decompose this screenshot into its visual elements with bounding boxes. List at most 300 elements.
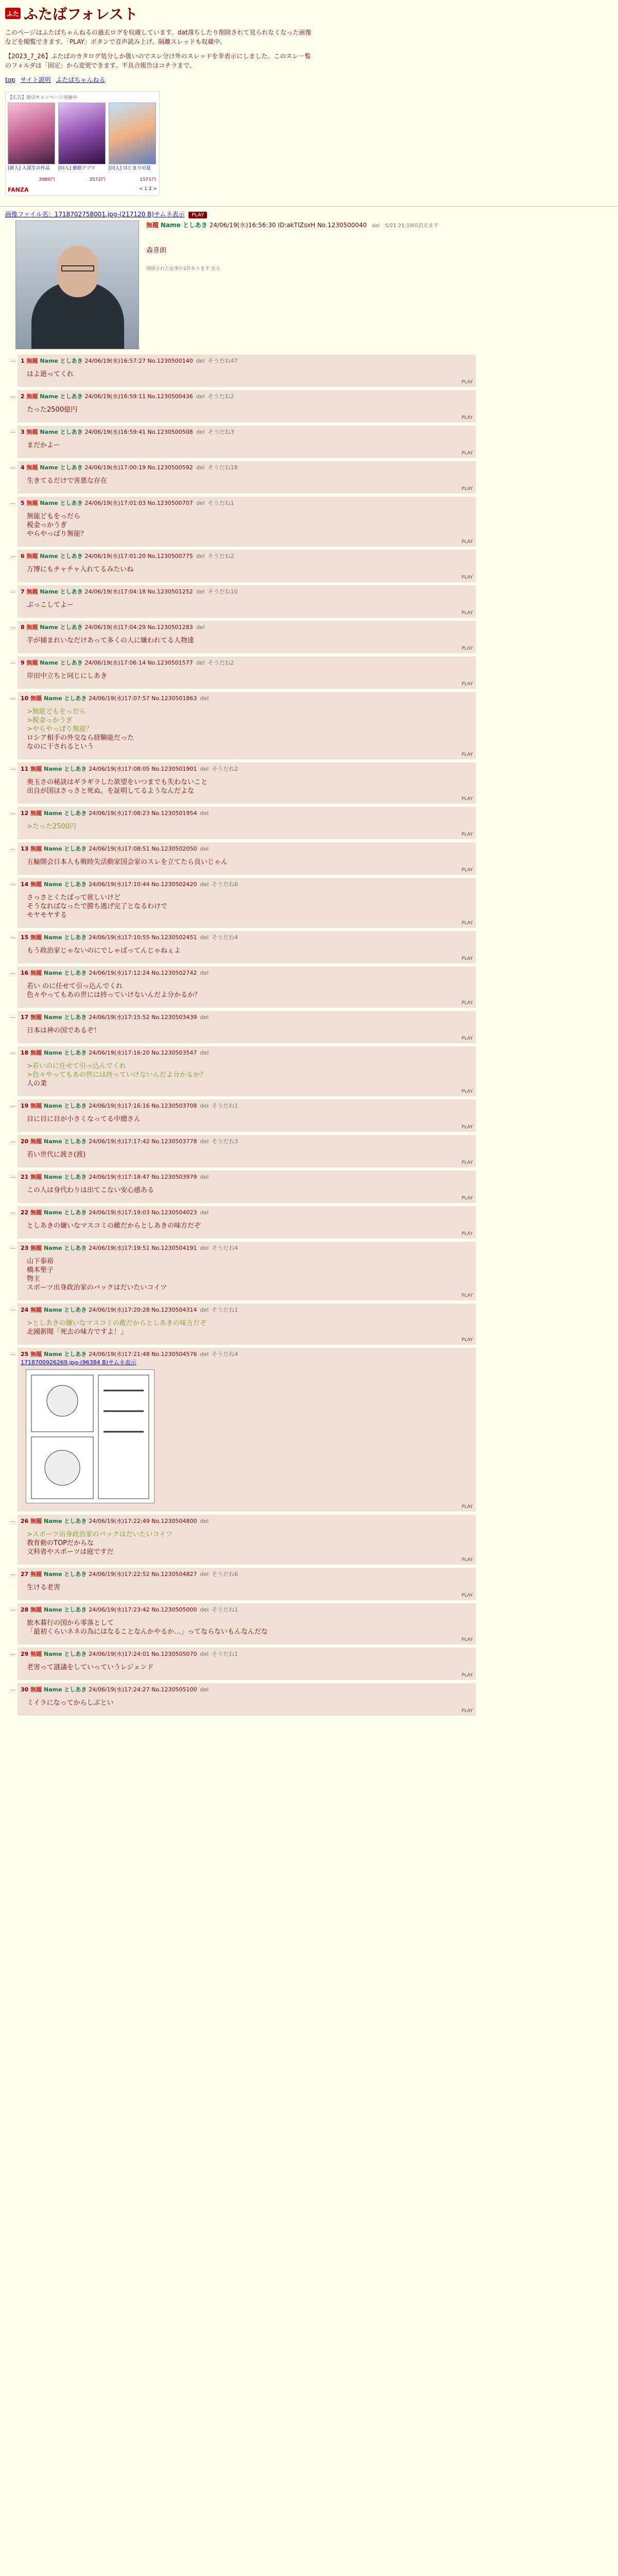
reply-text	[27, 707, 473, 751]
del-link[interactable]: del	[196, 464, 205, 471]
sodane-button[interactable]: そうだね3	[212, 1138, 238, 1145]
reply-marker: …	[10, 358, 15, 363]
del-link[interactable]: del	[200, 1049, 209, 1056]
reply-box	[18, 1135, 476, 1167]
del-link[interactable]: del	[200, 1103, 209, 1109]
reply-header	[21, 1173, 473, 1181]
reply-box	[18, 1648, 476, 1680]
reply-box	[18, 931, 476, 963]
sodane-button[interactable]: そうだね10	[208, 588, 238, 595]
reply-number: 2	[21, 393, 27, 400]
reply	[10, 1515, 613, 1565]
reply-box	[18, 426, 476, 458]
del-link[interactable]: del	[200, 1174, 209, 1180]
reply-subject: 無題	[30, 1103, 44, 1109]
ad-caption[interactable]: [同人] 催眠アプリ	[58, 166, 96, 171]
del-link[interactable]: del	[196, 358, 205, 364]
reply-text	[27, 1026, 473, 1035]
reply-name: Name としあき	[40, 393, 85, 400]
play-button[interactable]: PLAY	[461, 646, 473, 651]
site-logo[interactable]	[5, 3, 613, 24]
reply-name: Name としあき	[43, 1174, 89, 1180]
reply-number: 20	[21, 1138, 31, 1145]
reply	[10, 1603, 613, 1645]
reply-number: 7	[21, 588, 27, 595]
del-link[interactable]: del	[200, 1307, 209, 1313]
reply-marker: …	[10, 1103, 15, 1108]
ad-caption[interactable]: [同人] はじまりの夏	[109, 166, 151, 171]
play-button[interactable]: PLAY	[461, 1708, 473, 1714]
reply-header	[21, 357, 473, 365]
play-button[interactable]: PLAY	[461, 611, 473, 616]
play-button[interactable]: PLAY	[461, 1504, 473, 1510]
reply-subject: 無題	[30, 1606, 44, 1613]
thread-op	[0, 210, 618, 354]
reply-box	[18, 550, 476, 582]
quote-line: >やらやっぱり無能？	[27, 725, 93, 733]
sodane-button[interactable]: そうだね4	[212, 1245, 238, 1251]
play-button[interactable]: PLAY	[461, 451, 473, 456]
reply-marker: …	[10, 659, 15, 665]
text-line: やらやっぱり無能？	[27, 530, 88, 538]
reply-marker: …	[10, 881, 15, 887]
reply	[10, 878, 613, 928]
reply-meta: 24/06/19(水)16:59:41 No.1230500508	[84, 429, 193, 435]
reply-box	[18, 390, 476, 422]
reply-number: 23	[21, 1245, 31, 1251]
del-link[interactable]: del	[196, 553, 205, 560]
reply-name: Name としあき	[40, 464, 85, 471]
del-link[interactable]: del	[200, 1138, 209, 1145]
reply-subject: 無題	[26, 393, 40, 400]
reply-header	[21, 1137, 473, 1145]
text-line: 税金っかうぎ	[27, 521, 67, 529]
reply-name: Name としあき	[43, 881, 89, 888]
reply-subject: 無題	[26, 553, 40, 560]
play-button[interactable]: PLAY	[461, 415, 473, 420]
reply	[10, 497, 613, 547]
sodane-button[interactable]: そうだね1	[208, 500, 234, 506]
ad-item[interactable]	[109, 103, 156, 182]
reply	[10, 1171, 613, 1203]
reply-name: Name としあき	[43, 695, 89, 702]
reply	[10, 931, 613, 963]
del-link[interactable]: del	[200, 1351, 209, 1358]
reply-number: 15	[21, 934, 31, 941]
intro-paragraph: このページはふたばちゃんねるの過去ログを収蔵しています。dat落ちしたり削除されて見られなくなった画像などを閲覧できます。「PLAY」ボタンで音声読み上げ。隔離スレッドも収蔵中。	[5, 29, 312, 45]
reply-subject: 無題	[30, 1686, 44, 1693]
reply-name: Name としあき	[43, 1651, 89, 1657]
reply	[10, 967, 613, 1008]
reply-meta: 24/06/19(水)17:19:03 No.1230504023	[89, 1209, 197, 1216]
reply-text	[27, 778, 473, 795]
reply-subject: 無題	[30, 1174, 44, 1180]
reply-number: 29	[21, 1651, 31, 1657]
reply-text	[27, 672, 473, 681]
reply-name: Name としあき	[43, 1686, 89, 1693]
del-link[interactable]: del	[200, 845, 209, 852]
reply-subject: 無題	[30, 1014, 44, 1021]
top-links	[5, 75, 613, 84]
text-line: 北國新聞「死去の味方ですよ！」	[27, 1328, 128, 1336]
link-site-guide[interactable]: サイト説明	[20, 76, 51, 83]
reply	[10, 1099, 613, 1132]
reply-name: Name としあき	[43, 1245, 89, 1251]
reply-number: 10	[21, 695, 31, 702]
reply-header	[21, 809, 473, 817]
reply-number: 6	[21, 553, 27, 560]
reply-text	[27, 982, 473, 999]
sodane-button[interactable]: そうだね1	[212, 1606, 238, 1613]
sodane-button[interactable]: そうだね1	[212, 1103, 238, 1109]
text-line: 若い世代に渡さ(渡)	[27, 1151, 86, 1159]
play-button[interactable]: PLAY	[461, 752, 473, 757]
reply-name: Name としあき	[40, 358, 85, 364]
reply-number: 21	[21, 1174, 31, 1180]
text-line: 山下泰裕	[27, 1258, 54, 1265]
reply-header	[21, 1048, 473, 1057]
reply	[10, 1011, 613, 1043]
reply-marker: …	[10, 393, 15, 399]
ad-price: 3980円	[39, 177, 55, 182]
sodane-button[interactable]: そうだね2	[208, 393, 234, 400]
play-button[interactable]: PLAY	[461, 380, 473, 385]
ad-brand[interactable]: FANZA	[8, 187, 29, 193]
reply-name: Name としあき	[43, 1014, 89, 1021]
reply-text	[27, 512, 473, 538]
text-line: スポーツ出身政治家のバックはだいたいコイツ	[27, 1284, 167, 1292]
play-button[interactable]: PLAY	[461, 832, 473, 837]
reply-subject: 無題	[26, 659, 40, 666]
play-button[interactable]: PLAY	[461, 1036, 473, 1041]
sodane-button[interactable]: そうだね6	[212, 881, 238, 888]
del-link[interactable]: del	[196, 588, 205, 595]
quote-line: >色々やってもあの世には持っていけないんだよ分かるか？	[27, 1071, 207, 1079]
reply-marker: …	[10, 500, 15, 505]
text-line: 奥玉さの秘訣はギラギラした欲望をいつまでも失わないこと	[27, 778, 208, 786]
text-line: たった2500億円	[27, 406, 78, 414]
sodane-button[interactable]: そうだね2	[212, 766, 238, 772]
reply-image[interactable]	[26, 1369, 154, 1503]
text-line: ロシア相手の外交なら経験能だった	[27, 734, 134, 742]
reply-name: Name としあき	[43, 810, 89, 817]
op-expire: 5/21 21:19頃消えます	[385, 223, 439, 229]
del-link[interactable]: del	[200, 695, 209, 702]
play-button[interactable]: PLAY	[461, 1231, 473, 1236]
reply-name: Name としあき	[43, 1103, 89, 1109]
reply-marker: …	[10, 1307, 15, 1312]
play-button[interactable]: PLAY	[461, 1293, 473, 1298]
text-line: 五輪開会日本人も戦時失活動家国会家のスレを立てたら良いじゃん	[27, 858, 228, 866]
reply-marker: …	[10, 810, 15, 816]
play-button[interactable]: PLAY	[461, 1001, 473, 1006]
reply	[10, 692, 613, 759]
reply-subject: 無題	[26, 358, 40, 364]
intro-paragraph: 【2023_7_26】ふたばのカタログ処分しか扱いのでスレ分け外のスレッドを非表示にしました。このスレ一覧のフォルダは「固定」から変更できます。不具合報告はコチラまで。	[5, 53, 311, 69]
reply-subject: 無題	[30, 970, 44, 976]
play-button[interactable]: PLAY	[461, 539, 473, 545]
reply-file-link[interactable]: 1718700926269.jpg-(96384 B)サムネ表示	[21, 1359, 136, 1366]
reply-subject: 無題	[26, 429, 40, 435]
reply-name: Name としあき	[43, 934, 89, 941]
ad-thumbnail[interactable]	[109, 103, 156, 164]
reply-name: Name としあき	[40, 624, 85, 631]
reply-name: Name としあき	[43, 970, 89, 976]
play-button[interactable]: PLAY	[461, 796, 473, 802]
reply	[10, 1046, 613, 1096]
reply	[10, 807, 613, 839]
reply-text	[27, 1530, 473, 1556]
op-file-info	[5, 210, 613, 218]
text-line: 旅木暮行の国から零落として	[27, 1619, 114, 1627]
del-link[interactable]: del	[200, 1686, 209, 1693]
play-button[interactable]: PLAY	[461, 1637, 473, 1642]
sodane-button[interactable]: そうだね6	[212, 1571, 238, 1578]
reply-marker: …	[10, 1209, 15, 1215]
reply-text	[27, 565, 473, 574]
play-button[interactable]: PLAY	[461, 1593, 473, 1598]
reply-name: Name としあき	[40, 500, 85, 506]
reply-name: Name としあき	[43, 1351, 89, 1358]
reply-marker: …	[10, 695, 15, 701]
del-link[interactable]: del	[200, 1209, 209, 1216]
reply-header	[21, 1605, 473, 1614]
reply-text	[27, 405, 473, 414]
reply-marker: …	[10, 588, 15, 594]
sodane-button[interactable]: そうだね18	[208, 464, 238, 471]
reply-box	[18, 461, 476, 494]
reply-text	[27, 1062, 473, 1088]
reply-box	[18, 621, 476, 653]
play-button[interactable]: PLAY	[461, 486, 473, 492]
del-link[interactable]: del	[200, 766, 209, 772]
text-line: 万博にもチャチャ入れてるみたいね	[27, 566, 134, 573]
reply-meta: 24/06/19(水)17:16:16 No.1230503708	[89, 1103, 197, 1109]
reply-number: 9	[21, 659, 27, 666]
del-link[interactable]: del	[200, 1651, 209, 1657]
reply	[10, 1568, 613, 1600]
reply-subject: 無題	[30, 1351, 44, 1358]
sodane-button[interactable]: そうだね3	[208, 429, 234, 435]
text-line: そうなればなったで勝ち逃げ完了となるわけで	[27, 903, 168, 910]
text-line: 若い のに任せて引っ込んでくれ	[27, 982, 123, 990]
text-line: もう政治家じゃないのにでしゃばってんじゃねぇよ	[27, 947, 181, 955]
reply-header	[21, 1101, 473, 1110]
sodane-button[interactable]: そうだね4	[212, 934, 238, 941]
reply-meta: 24/06/19(水)17:16:20 No.1230503547	[89, 1049, 197, 1056]
reply-header	[21, 1013, 473, 1021]
del-link[interactable]: del	[200, 1014, 209, 1021]
reply-text	[27, 477, 473, 485]
sodane-button[interactable]: そうだね4	[212, 1351, 238, 1358]
del-link[interactable]: del	[372, 223, 380, 229]
play-button[interactable]: PLAY	[461, 1089, 473, 1094]
reply-list	[0, 354, 618, 1716]
ad-thumbnail[interactable]	[58, 103, 106, 164]
play-button[interactable]: PLAY	[461, 682, 473, 687]
reply	[10, 550, 613, 582]
reply-box	[18, 354, 476, 387]
reply-header	[21, 392, 473, 400]
reply	[10, 1683, 613, 1716]
ad-pager[interactable]: < 1 2 >	[139, 187, 157, 192]
play-button[interactable]: PLAY	[461, 1160, 473, 1165]
sodane-button[interactable]: そうだね2	[208, 659, 234, 666]
reply-box	[18, 1568, 476, 1600]
sodane-button[interactable]: そうだね1	[212, 1651, 238, 1657]
del-link[interactable]: del	[196, 659, 205, 666]
reply-text	[27, 1222, 473, 1230]
play-button[interactable]: PLAY	[461, 868, 473, 873]
link-futaba[interactable]: ふたばちゃんねる	[56, 76, 106, 83]
reply-meta: 24/06/19(水)17:21:48 No.1230504576	[89, 1351, 197, 1358]
text-line: としあきの嫌いなマスコミの敵だからとしあきの味方だぞ	[27, 1222, 201, 1230]
text-line: モヤモヤする	[27, 911, 67, 919]
reply-header	[21, 933, 473, 941]
reply-subject: 無題	[30, 1245, 44, 1251]
reply-marker: …	[10, 970, 15, 975]
reply-meta: 24/06/19(水)17:08:05 No.1230501901	[89, 766, 197, 772]
del-link[interactable]: del	[200, 970, 209, 976]
reply-box	[18, 1303, 476, 1345]
reply-number: 26	[21, 1518, 31, 1524]
reply-subject: 無題	[30, 766, 44, 772]
reply-marker: …	[10, 766, 15, 771]
del-link[interactable]: del	[200, 1571, 209, 1578]
link-top[interactable]: top	[5, 76, 15, 83]
text-line: なのに干されるという	[27, 743, 94, 751]
reply-text	[27, 636, 473, 645]
play-button[interactable]: PLAY	[461, 921, 473, 926]
ad-thumbnail[interactable]	[8, 103, 55, 164]
sodane-button[interactable]: そうだね2	[208, 553, 234, 560]
sodane-button[interactable]: そうだね1	[212, 1307, 238, 1313]
text-line: はよ逝ってくれ	[27, 370, 74, 378]
del-link[interactable]: del	[200, 934, 209, 941]
text-line: 目に目に目が小さくなってる中總さん	[27, 1115, 141, 1123]
text-line: 生ける老害	[27, 1584, 61, 1591]
reply-header	[21, 587, 473, 596]
text-line: 人の業	[27, 1080, 47, 1088]
reply-subject: 無題	[26, 464, 40, 471]
reply-text	[27, 1115, 473, 1124]
reply-name: Name としあき	[43, 1606, 89, 1613]
del-link[interactable]: del	[200, 1518, 209, 1524]
reply-marker: …	[10, 1651, 15, 1656]
reply-header	[21, 1244, 473, 1252]
reply-header	[21, 1650, 473, 1658]
del-link[interactable]: del	[200, 1245, 209, 1251]
reply	[10, 1648, 613, 1680]
reply-text	[27, 601, 473, 609]
reply-box	[18, 1603, 476, 1645]
quote-line: >たった2500円	[27, 823, 76, 831]
reply-header	[21, 969, 473, 977]
del-link[interactable]: del	[196, 429, 205, 435]
reply-number: 25	[21, 1351, 31, 1358]
reply-text	[27, 1699, 473, 1707]
quote-line: >としあきの嫌いなマスコミの敵だからとしあきの味方だぞ	[27, 1319, 207, 1327]
ad-item[interactable]	[58, 103, 106, 182]
reply-meta: 24/06/19(水)16:57:27 No.1230500140	[84, 358, 193, 364]
reply-text	[27, 441, 473, 450]
reply-marker: …	[10, 1518, 15, 1523]
play-button[interactable]: PLAY	[188, 212, 207, 218]
reply-meta: 24/06/19(水)17:04:18 No.1230501252	[84, 588, 193, 595]
reply-marker: …	[10, 1014, 15, 1020]
reply-meta: 24/06/19(水)17:17:42 No.1230503778	[89, 1138, 197, 1145]
reply-meta: 24/06/19(水)17:19:51 No.1230504191	[89, 1245, 197, 1251]
divider	[0, 206, 618, 207]
reply-marker: …	[10, 1686, 15, 1692]
del-link[interactable]: del	[200, 881, 209, 888]
reply-marker: …	[10, 464, 15, 470]
del-link[interactable]: del	[200, 810, 209, 817]
reply-header	[21, 658, 473, 667]
op-file-link[interactable]: 画像ファイル名：1718702758001.jpg-(217120 B)サムネ表示	[5, 211, 185, 218]
ad-caption[interactable]: [新人] 入部生の作品	[8, 166, 50, 171]
reply-text	[27, 370, 473, 379]
reply	[10, 1303, 613, 1345]
reply-number: 13	[21, 845, 31, 852]
del-link[interactable]: del	[200, 1606, 209, 1613]
reply-name: Name としあき	[40, 588, 85, 595]
play-button[interactable]: PLAY	[461, 1557, 473, 1563]
reply-meta: 24/06/19(水)17:20:28 No.1230504314	[89, 1307, 197, 1313]
sodane-button[interactable]: そうだね47	[208, 358, 238, 364]
reply-header	[21, 463, 473, 471]
reply-number: 1	[21, 358, 27, 364]
reply-number: 14	[21, 881, 31, 888]
text-line: 出自が国はさっさと死ぬ。を証明してるようなんだよな	[27, 787, 195, 795]
ad-item[interactable]	[8, 103, 55, 182]
del-link[interactable]: del	[196, 393, 205, 400]
del-link[interactable]: del	[196, 500, 205, 506]
play-button[interactable]: PLAY	[461, 1337, 473, 1343]
reply-subject: 無題	[30, 1651, 44, 1657]
play-button[interactable]: PLAY	[461, 956, 473, 961]
reply-text	[27, 1583, 473, 1592]
reply-box	[18, 1099, 476, 1132]
reply-meta: 24/06/19(水)17:08:51 No.1230502050	[89, 845, 197, 852]
reply-marker: …	[10, 553, 15, 558]
reply	[10, 762, 613, 804]
reply-subject: 無題	[30, 1571, 44, 1578]
site-title: ふたばフォレスト	[24, 6, 138, 23]
reply-box	[18, 1206, 476, 1239]
text-line: まだかよー	[27, 442, 61, 449]
reply-box	[18, 1011, 476, 1043]
reply-marker: …	[10, 1138, 15, 1144]
reply-number: 3	[21, 429, 27, 435]
op-image[interactable]	[15, 221, 139, 349]
play-button[interactable]: PLAY	[461, 575, 473, 580]
reply-meta: 24/06/19(水)17:23:42 No.1230505000	[89, 1606, 197, 1613]
reply	[10, 656, 613, 689]
reply-box	[18, 1683, 476, 1716]
reply-name: Name としあき	[43, 1138, 89, 1145]
reply	[10, 1135, 613, 1167]
play-button[interactable]: PLAY	[461, 1196, 473, 1201]
ad-price: 3572円	[89, 177, 106, 182]
del-link[interactable]: del	[196, 624, 205, 631]
reply-name: Name としあき	[43, 1049, 89, 1056]
quote-line: >無能どもをっだら	[27, 708, 86, 716]
play-button[interactable]: PLAY	[461, 1125, 473, 1130]
play-button[interactable]: PLAY	[461, 1673, 473, 1678]
reply-header	[21, 880, 473, 888]
reply-box	[18, 1515, 476, 1565]
